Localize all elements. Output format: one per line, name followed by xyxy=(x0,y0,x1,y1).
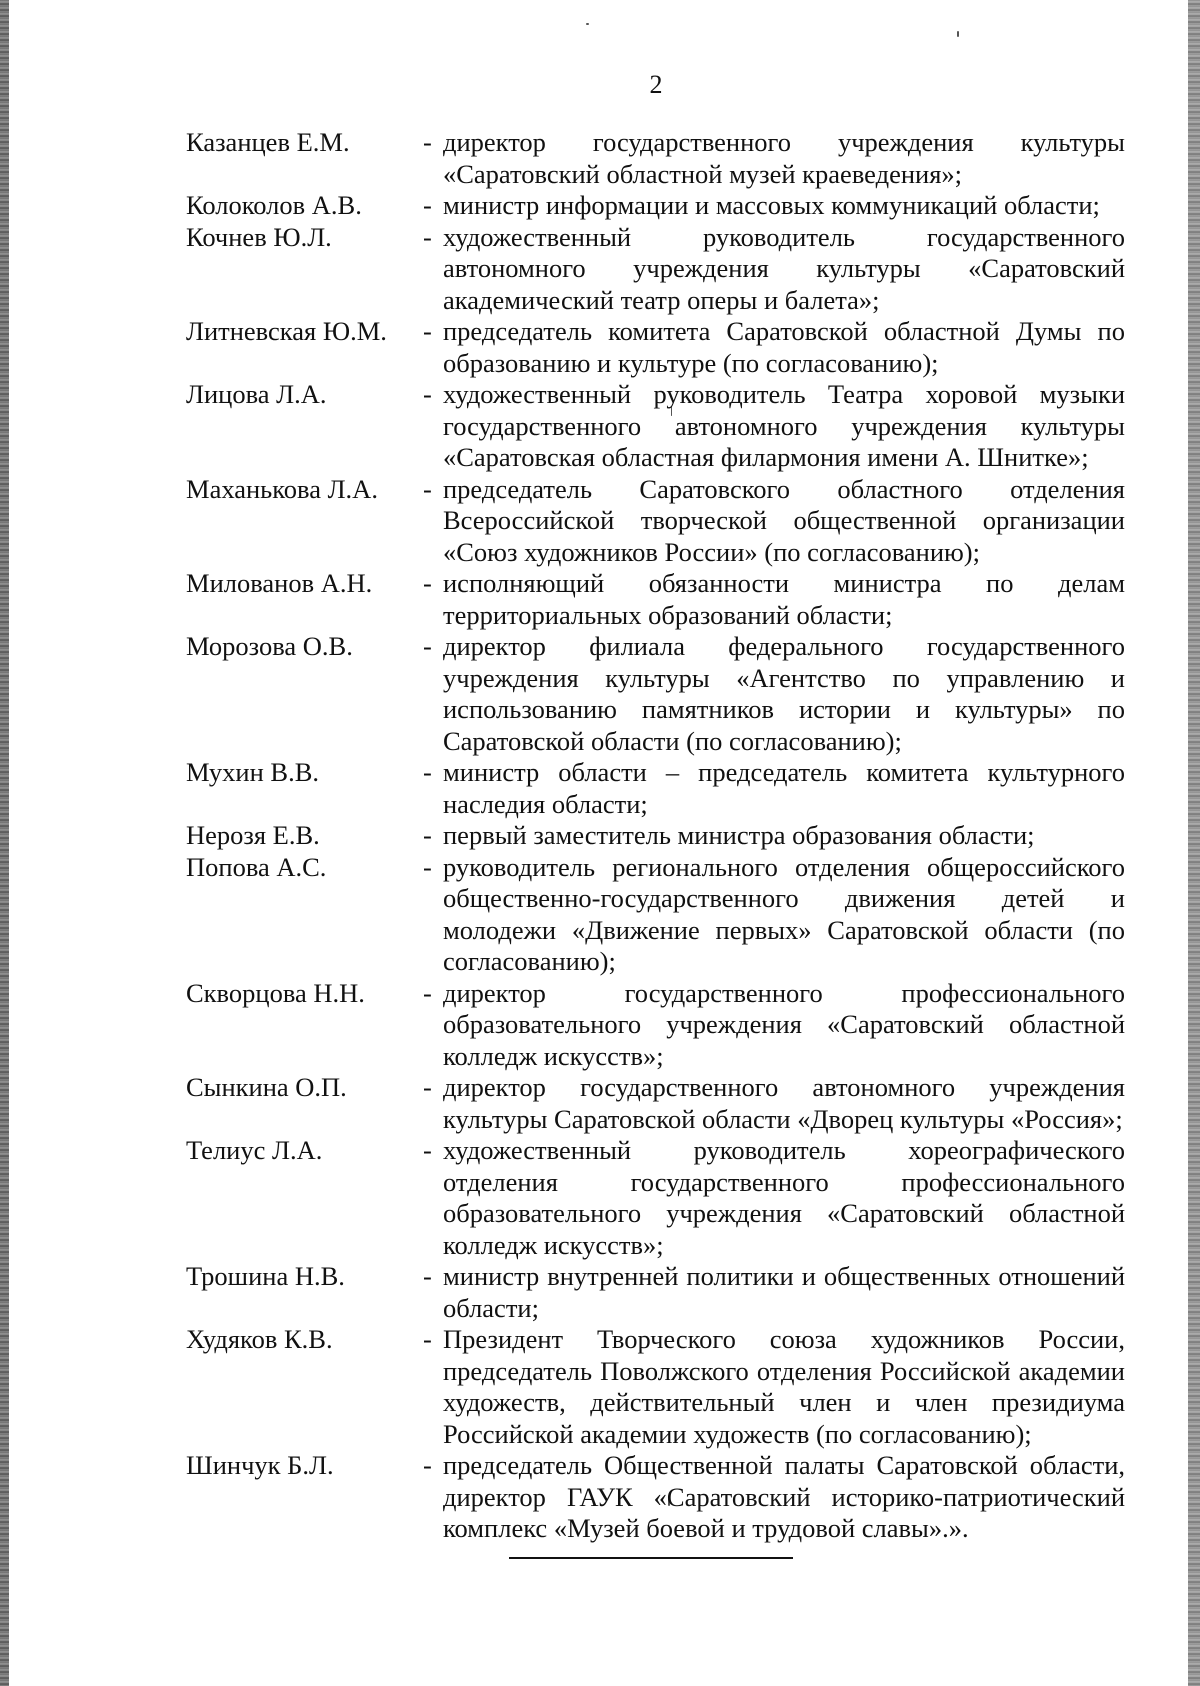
member-row xyxy=(186,1072,1125,1135)
scan-edge-right xyxy=(1188,0,1200,1686)
member-dash: - xyxy=(423,1261,432,1291)
member-row xyxy=(186,1450,1125,1545)
member-role: министр информации и массовых коммуникаций области; xyxy=(443,190,1100,220)
member-role: художественный руководитель государственного автономного учреждения культуры «Саратовский академический театр оперы и балета»; xyxy=(443,221,1125,315)
member-name: Литневская Ю.М. xyxy=(186,316,387,346)
member-name: Нерозя Е.В. xyxy=(186,820,320,850)
member-name: Трошина Н.В. xyxy=(186,1261,345,1291)
member-role: директор государственного учреждения культуры «Саратовский областной музей краеведения»; xyxy=(443,127,1125,189)
member-dash: - xyxy=(423,1135,432,1165)
member-row xyxy=(186,568,1125,631)
scan-speck xyxy=(957,31,959,37)
member-dash: - xyxy=(423,221,432,252)
member-name: Маханькова Л.А. xyxy=(186,473,378,504)
member-role: директор государственного автономного учреждения культуры Саратовской области «Дворец культуры «Россия»; xyxy=(443,1072,1125,1134)
member-role: художественный руководитель хореографического отделения государственного профессионального образовательного учреждения «Саратовский областной колледж искусств»; xyxy=(443,1135,1125,1260)
member-dash: - xyxy=(423,316,432,346)
member-dash: - xyxy=(423,851,432,882)
member-name: Скворцова Н.Н. xyxy=(186,977,365,1008)
member-name: Сынкина О.П. xyxy=(186,1072,347,1102)
scan-speck xyxy=(586,23,589,25)
member-name: Попова А.С. xyxy=(186,851,327,882)
member-role: министр внутренней политики и общественных отношений области; xyxy=(443,1261,1125,1323)
member-role: руководитель регионального отделения общероссийского общественно-государственного движения детей и молодежи «Движение первых» Саратовской области (по согласованию); xyxy=(443,851,1125,976)
member-dash: - xyxy=(423,1324,432,1354)
member-list xyxy=(186,127,1125,1545)
end-of-document-rule xyxy=(509,1557,793,1559)
member-dash: - xyxy=(423,190,432,220)
member-dash: - xyxy=(423,820,432,850)
member-row xyxy=(186,1324,1125,1450)
member-role: председатель Саратовского областного отделения Всероссийской творческой общественной организации «Союз художников России» (по согласованию); xyxy=(443,473,1125,567)
member-row xyxy=(186,631,1125,757)
member-row xyxy=(186,190,1125,222)
scan-edge-left xyxy=(0,0,9,1686)
member-dash: - xyxy=(423,568,432,598)
member-name: Телиус Л.А. xyxy=(186,1135,323,1165)
member-name: Колоколов А.В. xyxy=(186,190,362,220)
member-dash: - xyxy=(423,127,432,157)
member-name: Худяков К.В. xyxy=(186,1324,333,1354)
member-row xyxy=(186,757,1125,820)
member-row xyxy=(186,978,1125,1073)
member-role: министр области – председатель комитета культурного наследия области; xyxy=(443,757,1125,819)
member-role: Президент Творческого союза художников России, председатель Поволжского отделения Российской академии художеств, действительный член и член президиума Российской академии художеств (по согласованию); xyxy=(443,1324,1125,1449)
member-row xyxy=(186,820,1125,852)
member-dash: - xyxy=(423,1450,432,1480)
member-row xyxy=(186,316,1125,379)
member-name: Лицова Л.А. xyxy=(186,379,327,409)
member-role: художественный руководитель Театра хоровой музыки государственного автономного учреждения культуры «Саратовская областная филармония имени А. Шнитке»; xyxy=(443,379,1125,472)
member-dash: - xyxy=(423,757,432,787)
member-role: первый заместитель министра образования области; xyxy=(443,820,1035,850)
member-row xyxy=(186,474,1125,569)
member-row xyxy=(186,1135,1125,1261)
member-role: председатель комитета Саратовской областной Думы по образованию и культуре (по согласованию); xyxy=(443,316,1125,378)
member-role: председатель Общественной палаты Саратовской области, директор ГАУК «Саратовский историко-патриотический комплекс «Музей боевой и трудовой славы».». xyxy=(443,1450,1125,1543)
member-row xyxy=(186,1261,1125,1324)
member-role: директор государственного профессионального образовательного учреждения «Саратовский областной колледж искусств»; xyxy=(443,977,1125,1071)
member-role: директор филиала федерального государственного учреждения культуры «Агентство по управлению и использованию памятников истории и культуры» по Саратовской области (по согласованию); xyxy=(443,631,1125,756)
member-name: Милованов А.Н. xyxy=(186,568,373,598)
page-number: 2 xyxy=(649,70,663,99)
member-role: исполняющий обязанности министра по делам территориальных образований области; xyxy=(443,568,1125,630)
member-row xyxy=(186,222,1125,317)
member-row xyxy=(186,852,1125,978)
member-row xyxy=(186,127,1125,190)
member-name: Морозова О.В. xyxy=(186,631,353,661)
member-name: Мухин В.В. xyxy=(186,757,319,787)
member-dash: - xyxy=(423,631,432,661)
member-name: Кочнев Ю.Л. xyxy=(186,221,332,252)
member-dash: - xyxy=(423,473,432,504)
member-row xyxy=(186,379,1125,474)
member-name: Шинчук Б.Л. xyxy=(186,1450,334,1480)
member-name: Казанцев Е.М. xyxy=(186,127,350,157)
member-dash: - xyxy=(423,379,432,409)
member-dash: - xyxy=(423,977,432,1008)
member-dash: - xyxy=(423,1072,432,1102)
